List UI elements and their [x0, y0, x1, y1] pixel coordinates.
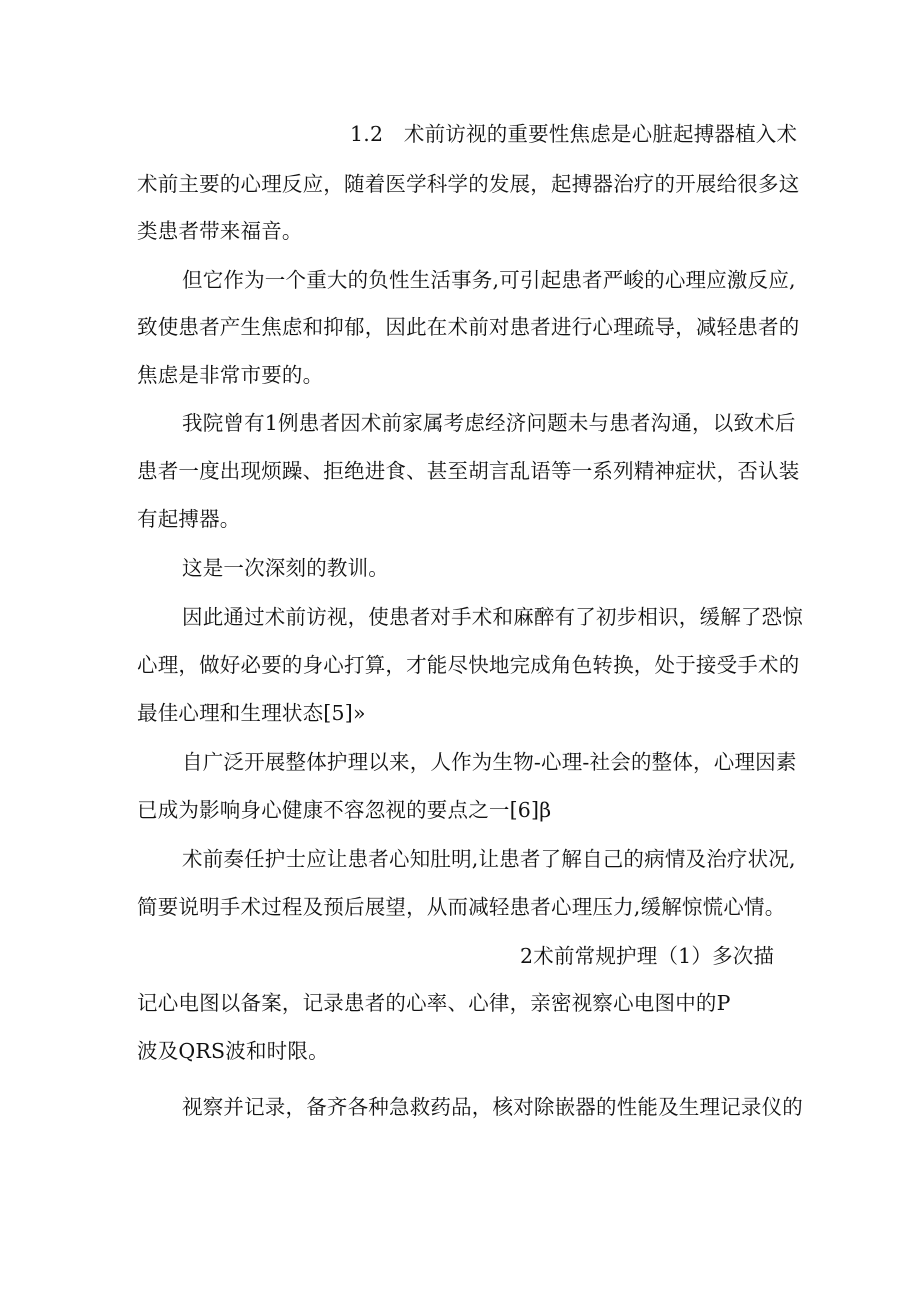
paragraph-line: 术前主要的心理反应，随着医学科学的发展，起搏器治疗的开展给很多这: [137, 172, 800, 196]
paragraph-line: 自广泛开展整体护理以来，人作为生物-心理-社会的整体，心理因素: [182, 750, 797, 774]
paragraph-line: 记心电图以备案，记录患者的心率、心律，亲密视察心电图中的P: [137, 991, 731, 1015]
paragraph-line: 视察并记录，备齐各种急救药品，核对除嵌器的性能及生理记录仪的: [182, 1095, 803, 1119]
paragraph-line: 患者一度出现烦躁、拒绝进食、甚至胡言乱语等一系列精神症状，否认装: [137, 459, 800, 483]
paragraph-line: 简要说明手术过程及预后展望，从而减轻患者心理压力,缓解惊慌心情。: [137, 895, 786, 919]
paragraph-line: 焦虑是非常市要的。: [137, 363, 324, 387]
paragraph-line: 有起搏器。: [137, 507, 241, 531]
paragraph-line: 术前奏任护士应让患者心知肚明,让患者了解自己的病情及治疗状况,: [182, 847, 796, 871]
paragraph-line: 类患者带来福音。: [137, 219, 303, 243]
paragraph-line: 因此通过术前访视，使患者对手术和麻醉有了初步相识，缓解了恐惊: [182, 605, 803, 629]
paragraph-line: 已成为影响身心健康不容忽视的要点之一[6]β: [137, 798, 552, 822]
section-heading-1-2: 1.2 术前访视的重要性焦虑是心脏起搏器植入术: [350, 122, 798, 146]
paragraph-line: 这是一次深刻的教训。: [182, 556, 389, 580]
paragraph-line: 波及QRS波和时限。: [137, 1039, 329, 1063]
paragraph-line: 但它作为一个重大的负性生活事务,可引起患者严峻的心理应激反应,: [182, 268, 796, 292]
paragraph-line: 致使患者产生焦虑和抑郁，因此在术前对患者进行心理疏导，减轻患者的: [137, 315, 800, 339]
paragraph-line: 我院曾有1例患者因术前家属考虑经济问题未与患者沟通，以致术后: [182, 411, 796, 435]
paragraph-line: 心理，做好必要的身心打算，才能尽快地完成角色转换，处于接受手术的: [137, 653, 800, 677]
section-heading-2: 2术前常规护理（1）多次描: [520, 944, 775, 968]
paragraph-line: 最佳心理和生理状态[5]»: [137, 701, 366, 725]
